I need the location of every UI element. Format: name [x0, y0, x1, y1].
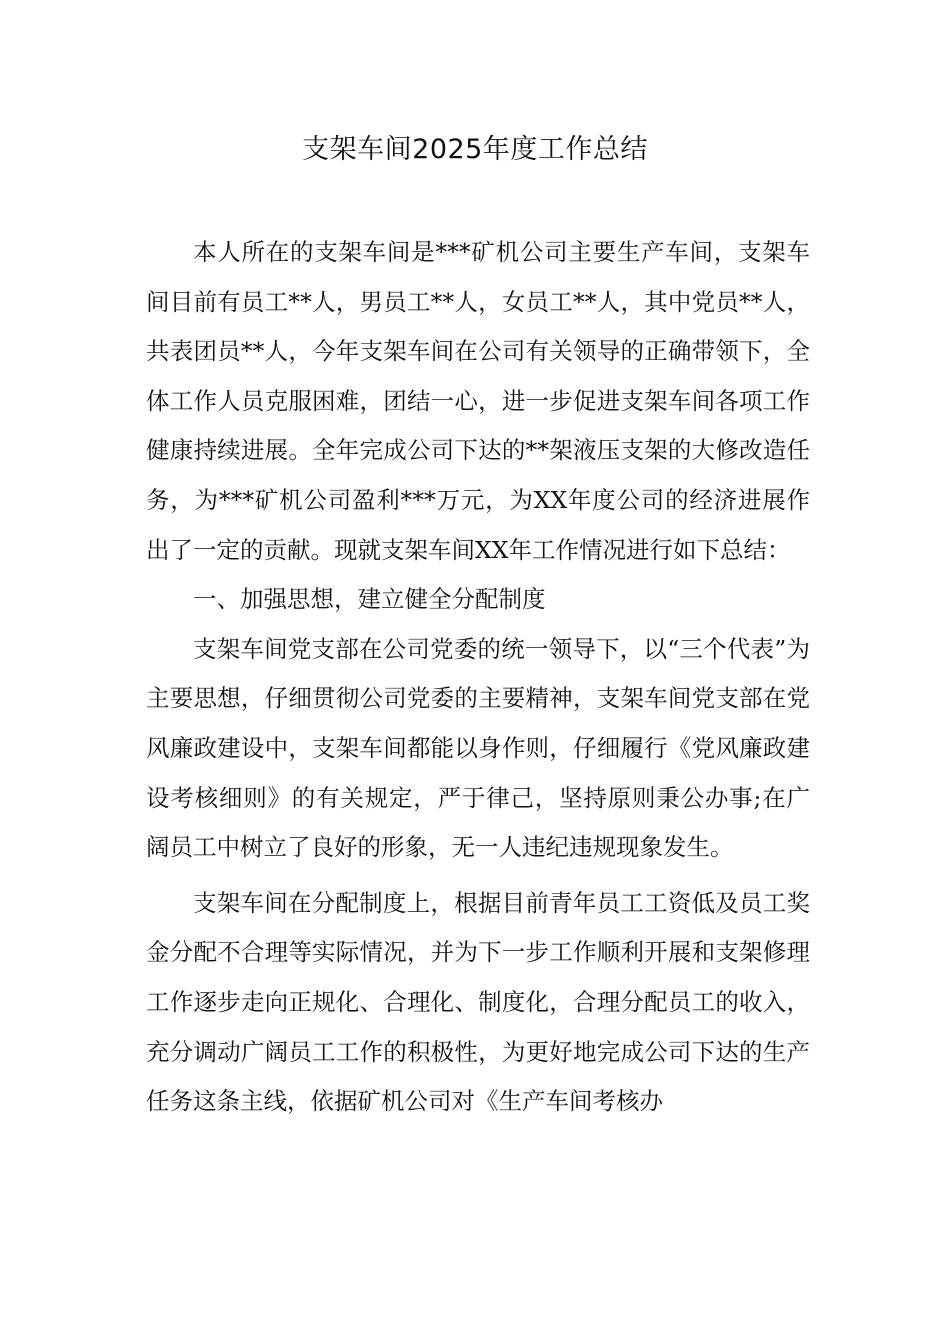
document-body — [146, 228, 810, 1127]
section-1-paragraph-2: 支架车间在分配制度上，根据目前青年员工工资低及员工奖金分配不合理等实际情况，并为下一步工作顺利开展和支架修理工作逐步走向正规化、合理化、制度化，合理分配员工的收入，充分调动广阔员工工作的积极性，为更好地完成公司下达的生产任务这条主线，依据矿机公司对《生产车间考核办 — [146, 888, 810, 1116]
intro-paragraph: 本人所在的支架车间是***矿机公司主要生产车间，支架车间目前有员工**人，男员工**人，女员工**人，其中党员**人，共表团员**人，今年支架车间在公司有关领导的正确带领下，全体工作人员克服困难，团结一心，进一步促进支架车间各项工作健康持续进展。全年完成公司下达的**架液压支架的大修改造任务，为***矿机公司盈利***万元，为XX年度公司的经济进展作出了一定的贡献。现就支架车间XX年工作情况进行如下总结： — [146, 238, 810, 564]
document-title: 支架车间2025年度工作总结 — [302, 134, 648, 165]
section-1-paragraph-1: 支架车间党支部在公司党委的统一领导下，以“三个代表”为主要思想，仔细贯彻公司党委的主要精神，支架车间党支部在党风廉政建设中，支架车间都能以身作则，仔细履行《党风廉政建设考核细则》的有关规定，严于律己，坚持原则秉公办事;在广阔员工中树立了良好的形象，无一人违纪违规现象发生。 — [146, 634, 810, 862]
section-heading-1: 一、加强思想，建立健全分配制度 — [193, 585, 546, 614]
